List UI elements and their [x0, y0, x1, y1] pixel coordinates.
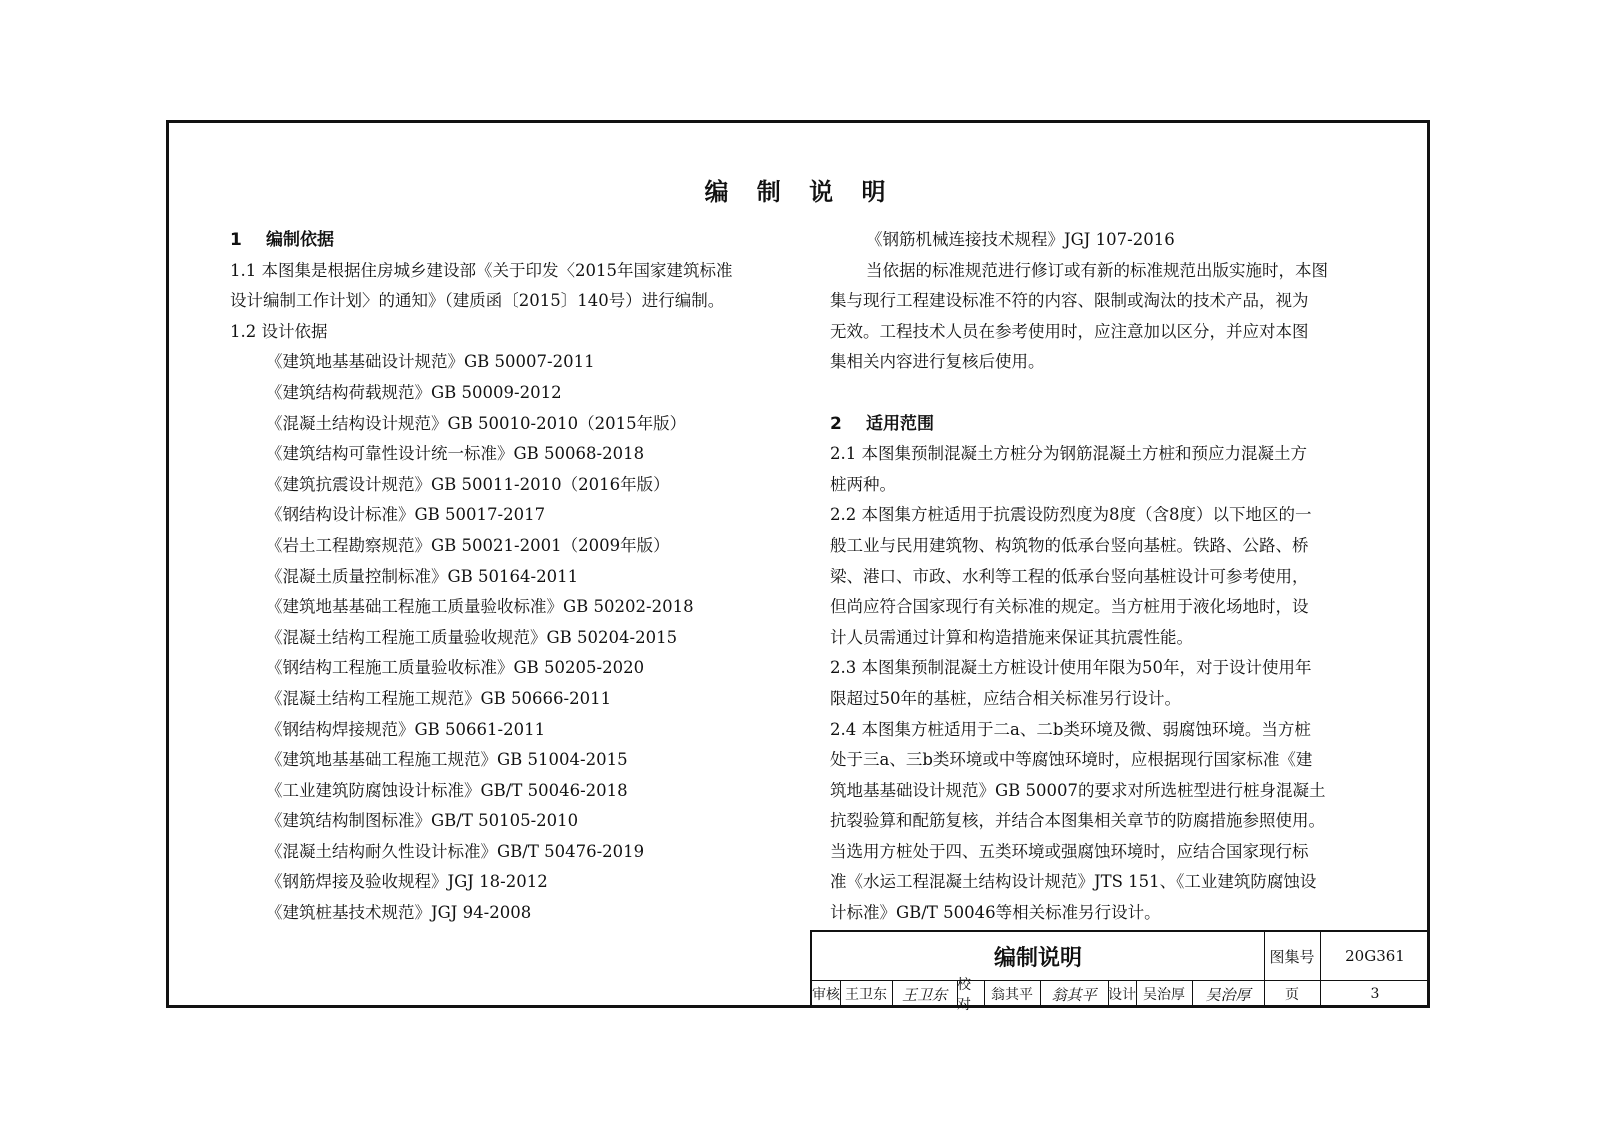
- standard-item: 《建筑结构可靠性设计统一标准》GB 50068-2018: [266, 444, 645, 464]
- section-2-heading: [830, 409, 1370, 440]
- standard-item: 《岩土工程勘察规范》GB 50021-2001（2009年版）: [266, 535, 670, 555]
- page-title: 编 制 说 明: [704, 178, 896, 206]
- standard-item: 《钢筋焊接及验收规程》JGJ 18-2012: [266, 872, 548, 892]
- para-2-1-line: 桩两种。: [830, 474, 896, 494]
- review-label: 审核: [812, 987, 840, 1003]
- standard-item: 《钢结构工程施工质量验收标准》GB 50205-2020: [266, 658, 645, 678]
- spacer: [830, 378, 1370, 409]
- para-2-4-line: 抗裂验算和配筋复核，并结合本图集相关章节的防腐措施参照使用。: [830, 811, 1325, 831]
- atlas-number-label: 图集号: [1269, 947, 1315, 966]
- note-line: 无效。工程技术人员在参考使用时，应注意加以区分，并应对本图: [830, 321, 1309, 341]
- section-1-title: 编制依据: [266, 230, 334, 250]
- standard-item: 《工业建筑防腐蚀设计标准》GB/T 50046-2018: [266, 780, 628, 800]
- standard-item: 《混凝土结构工程施工规范》GB 50666-2011: [266, 688, 612, 708]
- reviewer-signature: 王卫东: [901, 985, 947, 1004]
- drawing-title: 编制说明: [993, 945, 1082, 971]
- checker-name: 翁其平: [991, 987, 1033, 1003]
- standard-item: 《钢筋机械连接技术规程》JGJ 107-2016: [866, 230, 1175, 249]
- para-2-3-line: 2.3 本图集预制混凝土方桩设计使用年限为50年，对于设计使用年: [830, 658, 1312, 678]
- para-2-4-line: 2.4 本图集方桩适用于二a、二b类环境及微、弱腐蚀环境。当方桩: [830, 719, 1311, 739]
- standard-item: 《建筑结构荷载规范》GB 50009-2012: [266, 382, 562, 402]
- atlas-number: 20G361: [1345, 947, 1405, 965]
- checker-signature: 翁其平: [1051, 985, 1097, 1004]
- section-2-number: 2: [830, 413, 842, 434]
- standard-item: 《建筑地基基础设计规范》GB 50007-2011: [266, 352, 595, 372]
- standard-item: 《建筑结构制图标准》GB/T 50105-2010: [266, 811, 579, 831]
- standard-item: 《混凝土质量控制标准》GB 50164-2011: [266, 566, 579, 586]
- page-label: 页: [1285, 987, 1299, 1003]
- para-2-4-line: 计标准》GB/T 50046等相关标准另行设计。: [830, 903, 1161, 923]
- para-1-1-line: 设计编制工作计划〉的通知》（建质函〔2015〕140号）进行编制。: [230, 291, 725, 311]
- para-1-2-heading: 1.2 设计依据: [230, 321, 328, 341]
- para-2-4-line: 准《水运工程混凝土结构设计规范》JTS 151、《工业建筑防腐蚀设: [830, 872, 1317, 892]
- standard-item: 《钢结构设计标准》GB 50017-2017: [266, 505, 546, 525]
- standard-item: 《混凝土结构设计规范》GB 50010-2010（2015年版）: [266, 413, 687, 433]
- para-2-3-line: 限超过50年的基桩，应结合相关标准另行设计。: [830, 688, 1181, 708]
- design-label: 设计: [1108, 987, 1136, 1003]
- right-column: [830, 225, 1370, 929]
- note-line: 集与现行工程建设标准不符的内容、限制或淘汰的技术产品，视为: [830, 291, 1309, 311]
- para-2-4-line: 当选用方桩处于四、五类环境或强腐蚀环境时，应结合国家现行标: [830, 841, 1309, 861]
- reviewer-name: 王卫东: [845, 987, 887, 1003]
- standard-item: 《混凝土结构工程施工质量验收规范》GB 50204-2015: [266, 627, 678, 647]
- section-1-number: 1: [230, 230, 242, 250]
- section-2-title: 适用范围: [866, 413, 934, 434]
- standard-item: 《建筑桩基技术规范》JGJ 94-2008: [266, 903, 532, 923]
- para-2-4-line: 筑地基基础设计规范》GB 50007的要求对所选桩型进行桩身混凝土: [830, 780, 1326, 800]
- note-line: 当依据的标准规范进行修订或有新的标准规范出版实施时，本图: [866, 260, 1328, 280]
- title-block: [810, 930, 1430, 1013]
- check-label: 校对: [957, 977, 971, 1013]
- para-2-4-line: 处于三a、三b类环境或中等腐蚀环境时，应根据现行国家标准《建: [830, 750, 1313, 770]
- note-line: 集相关内容进行复核后使用。: [830, 352, 1045, 372]
- standard-item: 《建筑地基基础工程施工质量验收标准》GB 50202-2018: [266, 597, 694, 617]
- standard-item: 《建筑抗震设计规范》GB 50011-2010（2016年版）: [266, 474, 670, 494]
- standard-item: 《建筑地基基础工程施工规范》GB 51004-2015: [266, 750, 628, 770]
- section-1-heading: [230, 225, 810, 256]
- para-2-2-line: 2.2 本图集方桩适用于抗震设防烈度为8度（含8度）以下地区的一: [830, 505, 1312, 525]
- designer-name: 吴治厚: [1143, 987, 1185, 1003]
- para-2-2-line: 计人员需通过计算和构造措施来保证其抗震性能。: [830, 627, 1193, 647]
- para-2-2-line: 般工业与民用建筑物、构筑物的低承台竖向基桩。铁路、公路、桥: [830, 535, 1309, 555]
- left-column: [230, 225, 810, 929]
- designer-signature: 吴治厚: [1205, 985, 1251, 1004]
- para-2-2-line: 但尚应符合国家现行有关标准的规定。当方桩用于液化场地时，设: [830, 597, 1309, 617]
- standard-item: 《钢结构焊接规范》GB 50661-2011: [266, 719, 546, 739]
- para-2-2-line: 梁、港口、市政、水利等工程的低承台竖向基桩设计可参考使用，: [830, 566, 1309, 586]
- para-2-1-line: 2.1 本图集预制混凝土方桩分为钢筋混凝土方桩和预应力混凝土方: [830, 444, 1307, 464]
- page-number: 3: [1370, 986, 1380, 1002]
- para-1-1-line: 1.1 本图集是根据住房城乡建设部《关于印发〈2015年国家建筑标准: [230, 260, 733, 280]
- standard-item: 《混凝土结构耐久性设计标准》GB/T 50476-2019: [266, 841, 645, 861]
